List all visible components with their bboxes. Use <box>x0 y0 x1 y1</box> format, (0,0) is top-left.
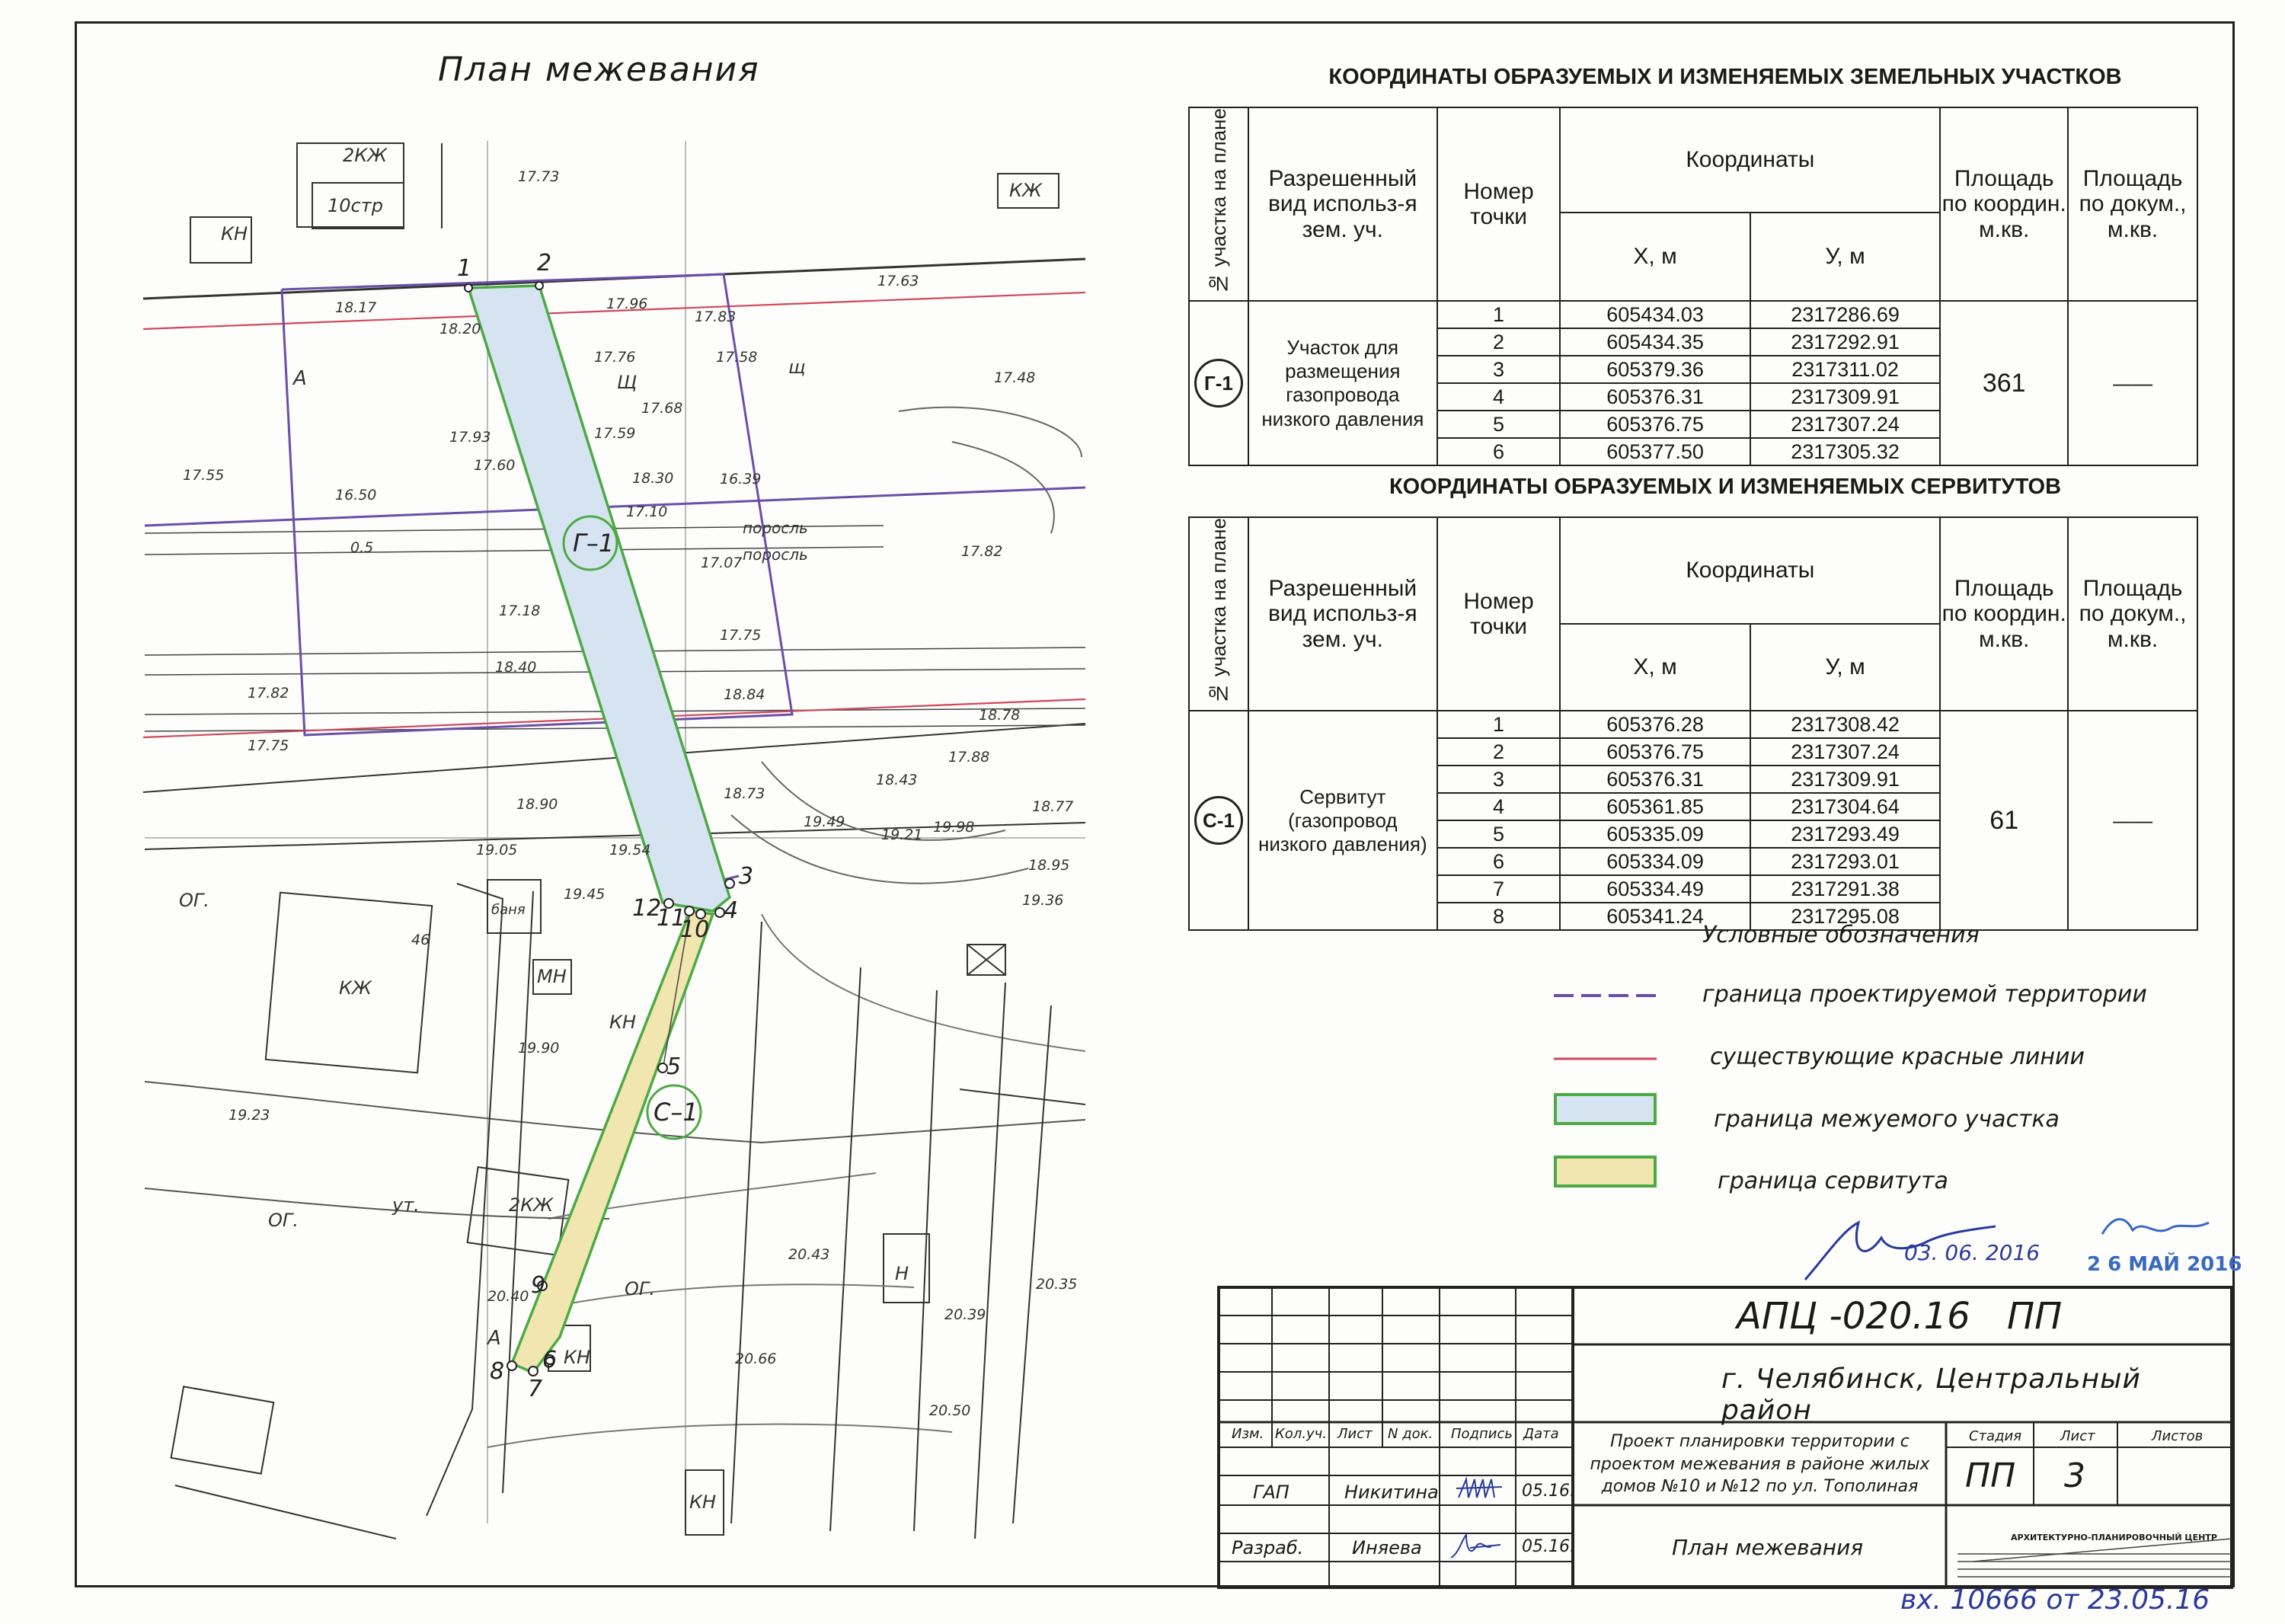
y-cell: 2317304.64 <box>1750 793 1941 820</box>
col-x-2: Х, м <box>1560 624 1750 711</box>
area-coord-cell: 361 <box>1940 301 2068 465</box>
point-cell: 6 <box>1437 848 1561 875</box>
col-use: Разрешенный вид использ-я зем. уч. <box>1248 107 1437 301</box>
stamp-stage: ПП <box>1965 1456 2016 1495</box>
plan-title: План межевания <box>438 50 760 89</box>
elev-16: 18.30 <box>632 470 674 487</box>
elev-48: 20.50 <box>929 1402 971 1419</box>
elev-26: 17.75 <box>248 737 289 754</box>
elev-3: 18.20 <box>439 321 481 337</box>
area-doc-cell: —— <box>2068 301 2197 465</box>
point-cell: 7 <box>1437 875 1561 903</box>
point-2: 2 <box>537 250 552 277</box>
elev-40: 19.45 <box>564 886 606 903</box>
handwritten-inbox: вх. 10666 от 23.05.16 <box>1900 1584 2210 1616</box>
y-cell: 2317309.91 <box>1750 383 1941 411</box>
x-cell: 605377.50 <box>1560 438 1750 465</box>
x-cell: 605376.31 <box>1560 383 1750 411</box>
point-8: 8 <box>490 1358 505 1385</box>
stamp-h-ndok: N док. <box>1388 1426 1433 1442</box>
map-label-n: Н <box>895 1263 909 1284</box>
col-coords-2: Координаты <box>1560 517 1940 624</box>
legend-label-parcel: граница межуемого участка <box>1714 1106 2060 1133</box>
handwritten-date-2: 2 6 МАЙ 2016 <box>2087 1253 2242 1276</box>
elev-12: 17.59 <box>594 425 636 442</box>
stamp-h-stage: Стадия <box>1969 1428 2022 1444</box>
elev-31: 18.90 <box>516 796 558 813</box>
elev-27: 18.78 <box>979 707 1021 724</box>
elev-44: 20.35 <box>1036 1276 1078 1293</box>
elev-20: 17.82 <box>961 543 1003 560</box>
point-cell: 1 <box>1437 301 1561 328</box>
elev-14: 17.55 <box>183 467 225 484</box>
map-label-kzh-right: КЖ <box>1009 180 1042 201</box>
handwritten-date-1: 03. 06. 2016 <box>1904 1240 2041 1265</box>
y-cell: 2317307.24 <box>1750 411 1941 438</box>
map-label-mn: МН <box>537 966 567 987</box>
x-cell: 605376.75 <box>1560 411 1750 438</box>
y-cell: 2317308.42 <box>1750 711 1941 738</box>
title-block <box>1219 1287 2233 1587</box>
y-cell: 2317292.91 <box>1750 328 1941 356</box>
y-cell: 2317293.01 <box>1750 848 1941 875</box>
y-cell: 2317305.32 <box>1750 438 1941 465</box>
map-label-a1: А <box>293 367 307 390</box>
use-cell: Участок для размещения газопровода низкого давления <box>1248 301 1437 465</box>
stamp-h-kol: Кол.уч. <box>1275 1426 1328 1442</box>
elev-10: 17.68 <box>641 400 683 417</box>
elev-35: 19.21 <box>881 826 923 843</box>
col-point: Номер точки <box>1437 107 1561 301</box>
stamp-h-sheets: Листов <box>2152 1428 2204 1444</box>
elev-42: 19.23 <box>228 1107 270 1124</box>
elev-36: 19.98 <box>933 819 975 836</box>
x-cell: 605376.28 <box>1560 711 1750 738</box>
point-11: 11 <box>657 905 686 932</box>
x-cell: 605341.24 <box>1560 903 1750 930</box>
map-label-kn-top: КН <box>221 223 248 245</box>
elev-22: 17.75 <box>720 627 762 644</box>
map-label-kn-bottom: КН <box>689 1491 717 1513</box>
table1-title: КООРДИНАТЫ ОБРАЗУЕМЫХ И ИЗМЕНЯЕМЫХ ЗЕМЕЛЬНЫХ УЧАСТКОВ <box>1328 65 2122 89</box>
signature-razrab <box>1447 1531 1508 1562</box>
map-label-banya: баня <box>491 902 526 918</box>
y-cell: 2317295.08 <box>1750 903 1941 930</box>
stamp-gap-role: ГАП <box>1253 1482 1290 1503</box>
elev-38: 18.95 <box>1028 857 1070 874</box>
point-cell: 4 <box>1437 383 1561 411</box>
point-1: 1 <box>457 255 472 282</box>
stamp-h-izm: Изм. <box>1232 1426 1264 1442</box>
map-label-kzh-mid: КЖ <box>339 977 372 999</box>
elev-29: 18.43 <box>876 772 918 788</box>
elev-28: 17.88 <box>948 749 990 766</box>
x-cell: 605434.35 <box>1560 328 1750 356</box>
x-cell: 605334.49 <box>1560 875 1750 903</box>
elev-41: 19.90 <box>518 1040 560 1057</box>
point-cell: 1 <box>1437 711 1561 738</box>
point-4: 4 <box>724 897 739 924</box>
y-cell: 2317286.69 <box>1750 301 1941 328</box>
col-use-2: Разрешенный вид использ-я зем. уч. <box>1248 517 1437 711</box>
stamp-razr-name: Иняева <box>1352 1537 1422 1558</box>
col-parcel-no-2: № участка на плане <box>1206 518 1230 705</box>
stamp-code-suffix: ПП <box>2007 1295 2063 1338</box>
x-cell: 605376.75 <box>1560 738 1750 766</box>
signature-gap <box>1455 1476 1508 1501</box>
y-cell: 2317307.24 <box>1750 738 1941 766</box>
point-cell: 4 <box>1437 793 1561 820</box>
point-12: 12 <box>632 895 662 922</box>
legend-label-project-boundary: граница проектируемой территории <box>1702 981 2147 1008</box>
stamp-project: Проект планировки территории с проектом межевания в районе жилых домов №10 и №12 по ул. Тополиная <box>1590 1432 1930 1497</box>
point-cell: 3 <box>1437 766 1561 793</box>
elev-43: 20.43 <box>788 1246 830 1263</box>
col-area-doc: Площадь по докум., м.кв. <box>2068 107 2197 301</box>
point-6: 6 <box>542 1347 558 1373</box>
x-cell: 605379.36 <box>1560 356 1750 383</box>
map-label-kn-low: КН <box>564 1347 591 1368</box>
elev-21: 17.18 <box>499 603 541 619</box>
legend-label-red-lines: существующие красные линии <box>1710 1044 2085 1070</box>
col-point-2: Номер точки <box>1437 517 1561 711</box>
stamp-sheet: 3 <box>2064 1456 2085 1495</box>
legend-label-servitude: граница сервитута <box>1718 1168 1948 1194</box>
y-cell: 2317311.02 <box>1750 356 1941 383</box>
point-cell: 3 <box>1437 356 1561 383</box>
elev-8: 17.58 <box>716 349 758 366</box>
point-cell: 5 <box>1437 820 1561 848</box>
x-cell: 605376.31 <box>1560 766 1750 793</box>
area-coord-cell: 61 <box>1940 711 2068 930</box>
col-area-coord-2: Площадь по координ. м.кв. <box>1940 517 2068 711</box>
map-label-porosl2: поросль <box>743 545 808 564</box>
col-area-doc-2: Площадь по докум., м.кв. <box>2068 517 2197 711</box>
elev-15: 16.50 <box>335 487 377 504</box>
col-area-coord: Площадь по координ. м.кв. <box>1940 107 2068 301</box>
stamp-code: АПЦ -020.16 <box>1737 1295 1970 1338</box>
elev-5: 17.83 <box>695 308 737 325</box>
stamp-h-list: Лист <box>1337 1426 1373 1442</box>
x-cell: 605361.85 <box>1560 793 1750 820</box>
map-label-10str: 10стр <box>328 195 383 216</box>
elev-13: 17.60 <box>474 457 516 474</box>
elev-4: 17.96 <box>606 296 648 312</box>
point-10: 10 <box>680 916 710 943</box>
elev-34: 19.49 <box>804 814 845 830</box>
map-label-a2: А <box>487 1327 501 1350</box>
point-3: 3 <box>739 863 754 890</box>
map-label-porosl: поросль <box>743 519 808 537</box>
point-cell: 2 <box>1437 738 1561 766</box>
legend-title: Условные обозначения <box>1702 922 1980 948</box>
parcel-id-badge: Г-1 <box>1194 359 1243 408</box>
stamp-h-podp: Подпись <box>1451 1426 1513 1442</box>
elev-18: 17.10 <box>626 504 668 520</box>
elev-1: 17.73 <box>518 168 560 185</box>
map-label-og1: ОГ. <box>179 890 209 911</box>
elev-37: 18.77 <box>1032 798 1074 815</box>
stamp-razr-role: Разраб. <box>1232 1537 1304 1558</box>
col-y: У, м <box>1750 213 1941 301</box>
elev-39: 19.36 <box>1022 892 1064 909</box>
stamp-razr-date: 05.16. <box>1522 1537 1575 1556</box>
elev-6: 17.63 <box>877 273 919 289</box>
elev-11: 17.93 <box>449 429 491 446</box>
stamp-sheet-title: План межевания <box>1672 1535 1864 1560</box>
point-cell: 6 <box>1437 438 1561 465</box>
elev-19: 17.07 <box>701 555 743 571</box>
stamp-h-sheet: Лист <box>2060 1428 2095 1444</box>
elev-45: 20.40 <box>487 1288 529 1305</box>
table2-title: КООРДИНАТЫ ОБРАЗУЕМЫХ И ИЗМЕНЯЕМЫХ СЕРВИТУТОВ <box>1389 475 2062 499</box>
elev-23: 18.40 <box>495 659 537 676</box>
map-label-og2: ОГ. <box>268 1210 299 1231</box>
stamp-h-data: Дата <box>1523 1426 1559 1442</box>
elev-25: 17.82 <box>248 685 289 702</box>
map-label-ut: ут. <box>392 1194 420 1216</box>
col-y-2: У, м <box>1750 624 1941 711</box>
map-label-2kzh-low: 2КЖ <box>509 1194 554 1216</box>
col-parcel-no: № участка на плане <box>1206 108 1230 296</box>
y-cell: 2317293.49 <box>1750 820 1941 848</box>
elev-2: 18.17 <box>335 299 377 316</box>
parcel-id-badge: С-1 <box>1194 796 1243 845</box>
elev-7: 17.76 <box>594 349 636 366</box>
x-cell: 605434.03 <box>1560 301 1750 328</box>
y-cell: 2317291.38 <box>1750 875 1941 903</box>
stamp-gap-date: 05.16. <box>1522 1482 1575 1501</box>
map-label-og3: ОГ. <box>625 1278 655 1300</box>
map-label-2kzh: 2КЖ <box>343 145 388 166</box>
elev-24: 18.84 <box>724 686 765 703</box>
map-label-kn-mid: КН <box>609 1012 637 1033</box>
point-cell: 8 <box>1437 903 1561 930</box>
point-9: 9 <box>531 1272 546 1299</box>
label-g1: Г–1 <box>573 529 615 558</box>
elev-9: 17.48 <box>994 369 1036 386</box>
area-doc-cell: —— <box>2068 711 2197 930</box>
point-7: 7 <box>528 1376 543 1402</box>
elev-46: 20.39 <box>944 1306 986 1323</box>
elev-30: 18.73 <box>724 785 765 802</box>
elev-17: 16.39 <box>720 471 762 488</box>
point-cell: 2 <box>1437 328 1561 356</box>
elev-32: 19.05 <box>476 842 518 858</box>
x-cell: 605335.09 <box>1560 820 1750 848</box>
elev-33: 19.54 <box>609 842 651 858</box>
col-coords: Координаты <box>1560 107 1940 213</box>
stamp-gap-name: Никитина <box>1344 1482 1439 1503</box>
point-cell: 5 <box>1437 411 1561 438</box>
map-label-sch2: щ <box>788 356 806 378</box>
use-cell: Сервитут (газопровод низкого давления) <box>1248 711 1437 930</box>
map-label-sch: Щ <box>617 372 638 393</box>
y-cell: 2317309.91 <box>1750 766 1941 793</box>
point-5: 5 <box>666 1053 682 1080</box>
x-cell: 605334.09 <box>1560 848 1750 875</box>
stamp-city: г. Челябинск, Центральный район <box>1721 1363 2141 1426</box>
elev-49: 46 <box>411 932 430 948</box>
label-c1: С–1 <box>654 1098 698 1127</box>
elev-50: 0.5 <box>350 539 374 556</box>
col-x: Х, м <box>1560 213 1750 301</box>
elev-47: 20.66 <box>735 1351 777 1367</box>
stamp-org: АРХИТЕКТУРНО-ПЛАНИРОВОЧНЫЙ ЦЕНТР <box>2011 1533 2217 1542</box>
